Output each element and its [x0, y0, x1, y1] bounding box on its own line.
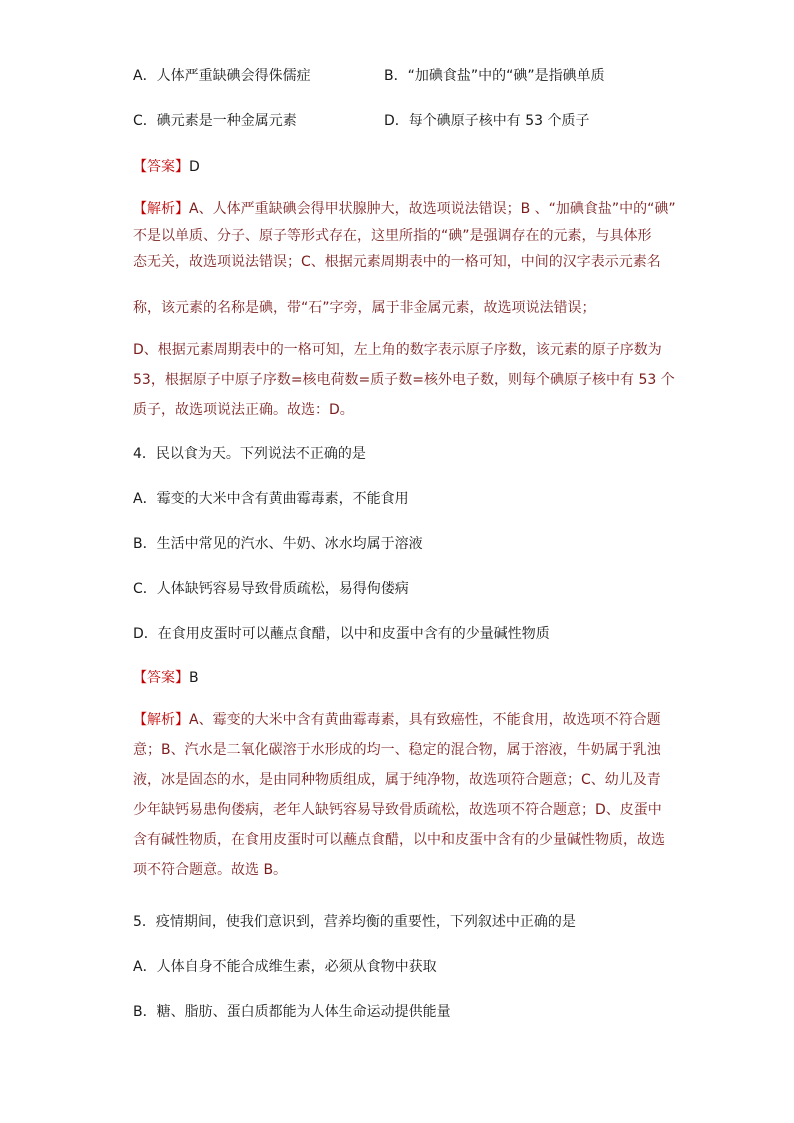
q4-option-a: A．霉变的大米中含有黄曲霉毒素，不能食用 — [133, 491, 409, 507]
q5-option-a: A．人体自身不能合成维生素，必须从食物中获取 — [133, 959, 437, 975]
q4-analysis-line-5: 含有碱性物质，在食用皮蛋时可以蘸点食醋，以中和皮蛋中含有的少量碱性物质，故选 — [133, 832, 665, 848]
q3-option-d: D．每个碘原子核中有 53 个质子 — [384, 113, 590, 129]
q4-analysis-line-6: 项不符合题意。故选 B。 — [133, 862, 288, 878]
q4-answer-label: 【答案】 — [133, 670, 189, 686]
q3-option-b: B．“加碘食盐”中的“碘”是指碘单质 — [384, 68, 605, 84]
q4-analysis-line-2: 意；B、汽水是二氧化碳溶于水形成的均一、稳定的混合物，属于溶液，牛奶属于乳浊 — [133, 742, 661, 758]
q3-analysis-line-1 — [133, 199, 676, 219]
q4-answer-value: B — [189, 670, 199, 686]
q5-stem: 5．疫情期间，使我们意识到，营养均衡的重要性，下列叙述中正确的是 — [133, 914, 576, 930]
q4-answer — [133, 668, 199, 688]
q3-analysis2-line-2: 53，根据原子中原子序数=核电荷数=质子数=核外电子数，则每个碘原子核中有 53 个 — [133, 372, 675, 388]
q4-analysis-line-3: 液，冰是固态的水，是由同种物质组成，属于纯净物，故选项符合题意；C、幼儿及青 — [133, 772, 661, 788]
q3-analysis-text-1: A、人体严重缺碘会得甲状腺肿大，故选项说法错误；B 、“加碘食盐”中的“碘” — [189, 201, 676, 217]
q4-option-d: D．在食用皮蛋时可以蘸点食醋，以中和皮蛋中含有的少量碱性物质 — [133, 626, 550, 642]
q4-analysis-line-4: 少年缺钙易患佝偻病，老年人缺钙容易导致骨质疏松，故选项不符合题意；D、皮蛋中 — [133, 802, 662, 818]
q3-analysis-line-2: 不是以单质、分子、原子等形式存在，这里所指的“碘”是强调存在的元素，与具体形 — [133, 228, 652, 244]
q4-analysis-line-1 — [133, 710, 661, 730]
q3-option-a: A．人体严重缺碘会得侏儒症 — [133, 68, 311, 84]
q5-option-b: B．糖、脂肪、蛋白质都能为人体生命运动提供能量 — [133, 1004, 451, 1020]
q3-answer-label: 【答案】 — [133, 159, 189, 175]
q4-option-b: B．生活中常见的汽水、牛奶、冰水均属于溶液 — [133, 536, 423, 552]
q3-analysis-line-3: 态无关，故选项说法错误；C、根据元素周期表中的一格可知，中间的汉字表示元素名 — [133, 254, 661, 270]
q3-analysis2-line-3: 质子，故选项说法正确。故选：D。 — [133, 402, 354, 418]
q3-analysis-label: 【解析】 — [133, 201, 189, 217]
q3-option-c: C．碘元素是一种金属元素 — [133, 113, 297, 129]
q4-analysis-text-1: A、霉变的大米中含有黄曲霉毒素，具有致癌性，不能食用，故选项不符合题 — [189, 712, 661, 728]
q3-answer — [133, 157, 200, 177]
q4-option-c: C．人体缺钙容易导致骨质疏松，易得佝偻病 — [133, 581, 409, 597]
q3-analysis-line-4: 称，该元素的名称是碘，带“石”字旁，属于非金属元素，故选项说法错误； — [133, 300, 596, 316]
q3-answer-value: D — [189, 159, 200, 175]
q4-stem: 4．民以食为天。下列说法不正确的是 — [133, 446, 366, 462]
q3-analysis2-line-1: D、根据元素周期表中的一格可知，左上角的数字表示原子序数，该元素的原子序数为 — [133, 342, 662, 358]
q4-analysis-label: 【解析】 — [133, 712, 189, 728]
